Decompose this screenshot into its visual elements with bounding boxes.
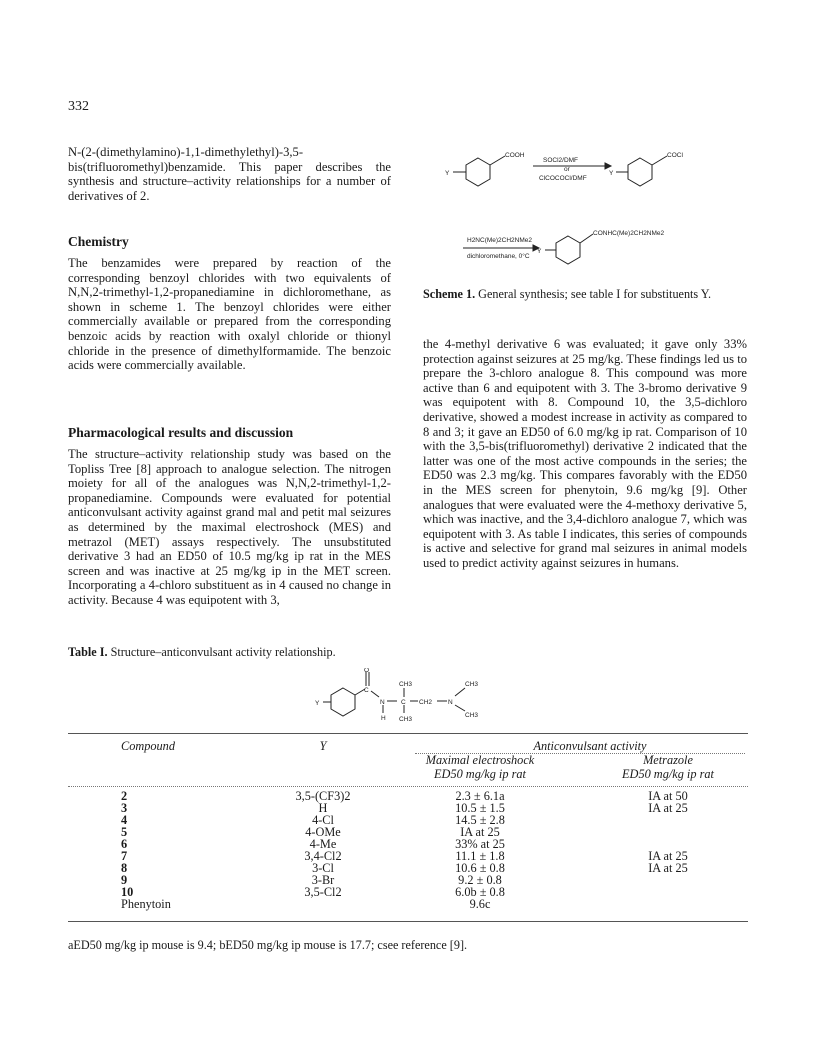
page-number: 332 (68, 99, 89, 114)
cell-compound: 4 (121, 813, 128, 827)
cell-y: 3-Br (311, 873, 335, 887)
cell-compound: 5 (121, 825, 128, 839)
header-met: Metrazole (643, 753, 693, 767)
header-met-unit: ED50 mg/kg ip rat (622, 767, 714, 781)
reagent-diamine: H2NC(Me)2CH2NMe2 (467, 237, 533, 244)
header-compound: Compound (121, 739, 175, 753)
table-footnote: aED50 mg/kg ip mouse is 9.4; bED50 mg/kg ip mouse is 17.7; csee reference [9]. (68, 938, 468, 952)
cell-y: 3,5-(CF3)2 (295, 789, 351, 803)
cell-mes: 6.0b ± 0.8 (455, 885, 505, 899)
cell-mes: 33% at 25 (455, 837, 505, 851)
scheme-caption-text: General synthesis; see table I for substituents Y. (475, 287, 712, 301)
methyl-label: CH3 (465, 681, 479, 688)
methyl-label: CH3 (465, 712, 479, 719)
chemistry-heading: Chemistry (68, 234, 129, 249)
chemistry-text: The benzamides were prepared by reaction of the corresponding benzoyl chlorides with two equivalents of N,N,2-trimethyl-1,2-propanediamine in dichloromethane, as shown in scheme 1. The benzoyl chlorides were either commercially available or prepared from the corresponding benzoic acids by reaction with oxalyl chloride or thionyl chloride in the presence of dimethylformamide. The benzoic acids were commercially available. (68, 256, 391, 373)
cell-mes: IA at 25 (460, 825, 500, 839)
cell-met: IA at 25 (648, 849, 688, 863)
methyl-label: CH3 (399, 681, 413, 688)
cooh-label: COOH (505, 152, 525, 159)
pharmacology-text-left: The structure–activity relationship study was based on the Topliss Tree [8] approach to analogue selection. The nitrogen moiety for all of the analogues was N,N,2-trimethyl-1,2-propanediamine. Compounds were evaluated for potential anticonvulsant activity against grand mal and petit mal seizures as determined by the maximal electroshock (MES) and metrazol (MET) assays respectively. The unsubstituted derivative 3 had an ED50 of 10.5 mg/kg ip rat in the MES screen and was inactive at 25 mg/kg ip in the MET screen. Incorporating a 4-chloro substituent as in 4 caused no change in activity. Because 4 was equipotent with 3, (68, 447, 391, 607)
cell-y: 3-Cl (312, 861, 334, 875)
substituent-y-label: Y (609, 170, 614, 177)
cell-y: 3,5-Cl2 (304, 885, 342, 899)
header-mes: Maximal electroshock (425, 753, 535, 767)
header-y: Y (319, 739, 327, 753)
pharmacology-text-right: the 4-methyl derivative 6 was evaluated; it gave only 33% protection against seizures at 25 mg/kg. These findings led us to prepare the 3-chloro analogue 8. This compound was more active than 6 and equipotent with 3. The 3-bromo derivative 9 was equipotent with 8. Compound 10, the 3,5-dichloro derivative, showed a modest increase in activity as compared to 8 and 3; it gave an ED50 of 6.0 mg/kg ip rat. Comparison of 10 with the 3,5-bis(trifluoromethyl) derivative 2 indicated that the latter was one of the most active compounds in the series; the ED50 was 2.3 mg/kg. This compares favorably with the ED50 in the MES screen for phenytoin, 9.6 mg/kg [9]. Other analogues that were evaluated were the 4-methoxy derivative 5, which was inactive, and the 3,4-dichloro analogue 7, which was equipotent with 3. As table I indicates, this series of compounds is active and selective for grand mal seizures in animal models used to predict activity against seizures in humans. (423, 337, 747, 570)
cell-met: IA at 25 (648, 861, 688, 875)
reagent-or: or (564, 166, 570, 173)
carbon-label: C (401, 699, 406, 706)
cell-compound: 6 (121, 837, 128, 851)
cell-mes: 10.6 ± 0.8 (455, 861, 505, 875)
cell-mes: 11.1 ± 1.8 (455, 849, 505, 863)
cell-compound: 10 (121, 885, 134, 899)
cell-compound: 3 (121, 801, 128, 815)
cell-compound: 8 (121, 861, 128, 875)
cell-compound: 7 (121, 849, 128, 863)
intro-text: N-(2-(dimethylamino)-1,1-dimethylethyl)-3,5-bis(trifluoromethyl)benzamide. This paper describes the synthesis and structure–activity relationships for a number of derivatives of 2. (68, 145, 391, 203)
table-caption-label: Table I. (68, 645, 108, 659)
methylene-label: CH2 (419, 699, 433, 706)
cell-met: IA at 50 (648, 789, 688, 803)
oxygen-label: O (364, 668, 370, 674)
table-caption-text: Structure–anticonvulsant activity relationship. (107, 645, 336, 659)
cell-y: 4-Cl (312, 813, 334, 827)
header-anticonvulsant-activity: Anticonvulsant activity (533, 739, 647, 753)
table-bottom-rule (68, 921, 748, 922)
reagent-oxalyl-chloride: ClCOCOCl/DMF (539, 175, 587, 182)
hydrogen-label: H (381, 715, 386, 722)
cell-y: 3,4-Cl2 (304, 849, 342, 863)
cell-mes: 10.5 ± 1.5 (455, 801, 505, 815)
nitrogen-label: N (380, 699, 385, 706)
cell-y: 4-Me (309, 837, 337, 851)
cell-mes: 9.2 ± 0.8 (458, 873, 502, 887)
cell-y: H (318, 801, 328, 815)
cell-y: 4-OMe (305, 825, 341, 839)
reagent-socl2: SOCl2/DMF (543, 157, 579, 164)
cell-mes: 2.3 ± 6.1a (455, 789, 505, 803)
cell-compound: 9 (121, 873, 128, 887)
substituent-y-label: Y (315, 700, 320, 707)
cell-compound: 2 (121, 789, 128, 803)
nitrogen-label: N (448, 699, 453, 706)
pharmacology-heading: Pharmacological results and discussion (68, 425, 294, 440)
header-mes-unit: ED50 mg/kg ip rat (434, 767, 526, 781)
amide-group-label: CONHC(Me)2CH2NMe2 (593, 230, 665, 237)
cocl-label: COCl (667, 152, 683, 159)
carbon-label: C (364, 687, 369, 694)
cell-compound: Phenytoin (121, 897, 171, 911)
substituent-y-label: Y (445, 170, 450, 177)
substituent-y-label: Y (537, 248, 542, 255)
scheme-caption-label: Scheme 1. (423, 287, 476, 301)
reagent-solvent: dichloromethane, 0°C (467, 253, 530, 260)
methyl-label: CH3 (399, 716, 413, 723)
cell-mes: 9.6c (469, 897, 491, 911)
cell-mes: 14.5 ± 2.8 (455, 813, 505, 827)
cell-met: IA at 25 (648, 801, 688, 815)
